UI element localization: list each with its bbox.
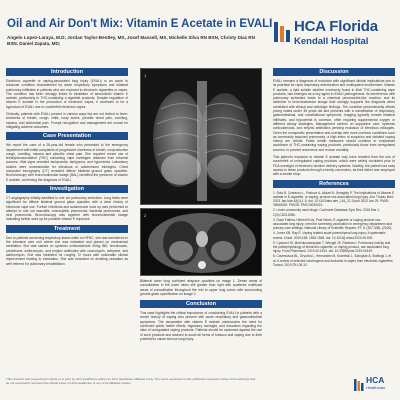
case-presentation-text: We report the case of a 28-year-old female who presented to the emergency department with initial complaints of progressive shortness of breath, nonproductive cough, vomiting, nausea and pleuritic chest pain. She reported recent use of tetrahydrocannabinol (THC) containing vape cartridges obtained from informal sources. Vital signs revealed tachycardia, tachypnea, and hypoxemia. Laboratory studies were unremarkable for infectious or autoimmune etiologies. Chest computed tomography (CT) revealed diffuse bilateral ground glass opacities. Bronchoscopy with bronchoalveolar lavage (BAL) identified the presence of vitamin E acetate, confirming the diagnosis of EVALI. [6, 143, 128, 182]
reference-item: 1. Soto B, Costanzo L, Puskoor A, Akkari N, Geraghty P. The implications of Vitamin E acetate in E-cigarette, or vaping, product use-associated lung injury. Ann Thorac Med. 2023 Jan-Mar;18(1):1-9. doi: 10.4103/atm.atm_144_22. Epub 2023 Jan 25. PMID: 36968330; PMCID: PMC10034021. [273, 190, 395, 208]
chest-ct-graphic [141, 209, 262, 276]
introduction-text: Electronic cigarette or vaping-associated lung injury (EVALI) is an acute to subacute condition characterized by acute respiratory symptoms and bilateral pulmonary infiltrates in patients who are exposed to electronic cigarettes or vapes. The condition has been strongly linked to inhalation of aerosolized vitamin E acetate, particularly in THC-containing e-cigarette products. Despite regulation of vitamin E acetate in the production of electronic vapes, it continues to be a byproduct of EVALI due to counterfeit electronic vapes. [6, 79, 128, 109]
footer-disclaimer: This research was supported (in whole or in part) by HCA Healthcare and/or an HCA Healthcare affiliated entity. The views expressed in this publication represent those of the author(s) and do not necessarily represent the official views of HCA Healthcare or any of its affiliated entities. [6, 377, 256, 385]
hca-florida-logo [272, 18, 390, 52]
discussion-heading: Discussion [273, 68, 395, 76]
logo-name: HCA Florida [294, 18, 378, 35]
poster-authors: Angelo Lopez-Laraya, M.D; Jordan Taylor-Bentley, MS, Josef Massell, MS, Michelle Silva RN BSN, Christy Diaz RN BSN, Daniel Zapata, MD; [7, 35, 255, 46]
conclusion-heading: Conclusion [140, 300, 262, 308]
hca-logo-mark-icon [272, 20, 292, 44]
chest-xray-image [140, 68, 262, 205]
hca-healthcare-logo [354, 375, 394, 395]
conclusion-text: This case highlights the critical importance of considering EVALI in patients with a recent history of vaping who present with acute respiratory and gastrointestinal symptoms. The association with vitamin E acetate underscores the need for continued public health efforts, regulatory oversight, and education regarding the risks of unregulated vaping products. Patients should be cautioned against the use of such products and advised to avoid all forms of tobacco and vaping due to their potential to cause serious lung injury. [140, 311, 262, 341]
chest-xray-graphic [141, 69, 262, 205]
right-column [273, 68, 395, 268]
references-heading: References [273, 180, 395, 188]
chest-ct-image [140, 208, 262, 276]
hca-footer-mark-icon [354, 377, 364, 391]
reference-item: 4. Jones KB, Ray E. Vaping related acute parenchymal lung injury: A systematic review. Chest. 2020;158: 1555-1565. doi: 10.1016/j.chest.2020.05.592. [273, 231, 386, 240]
reference-item: 3. Dave Fatima, Hibbert Eros, Post Harris. E-cigarette or vaping product use-associated lung injury: need for screening vaccination in emergency department and primary care settings. National Library of Scientific Reports, FF. 8. (307-308). (2020). [273, 217, 393, 231]
imaging-caption: Bilateral lower lung confluent airspace opacities on image 1. Dense areas of consolidation in the lower lobes still greater than right with scattered multifocal areas of consolidation throughout the mid to upper lung zones with surrounding ground-glass opacification on image 2. [140, 279, 262, 296]
reference-item: 6. Caversosca BL, Gryczka L, Hernandez M, Kozrelski L, Sabopiak A, Stallings J, et al. A review of selected carcinogens and toxicants in vapes from electronic cigarettes. Toxicol. 2019;79:105-10. [273, 254, 394, 267]
footer-logo-subtitle: Healthcare [366, 385, 386, 390]
svg-text:2: 2 [144, 213, 147, 218]
footer-logo-name: HCA [366, 375, 385, 385]
poster-title: Oil and Air Don't Mix: Vitamin E Acetate in EVALI [7, 18, 273, 30]
references-list [273, 191, 395, 267]
discussion-text-2: This patient's exposure to vitamin E acetate may have resulted from the use of counterfeit or unregulated vaping products, which were widely circulated prior to FDA oversight of electronic nicotine delivery systems. Notably, the patient had easy access to these products through a family connection, as their father was employed with a smoke shop. [273, 155, 395, 177]
investigation-text: CT angiography initially admitted to rule out pulmonary embolism. Lung fields were significant for diffuse bilateral ground glass opacities with a clear history of electronic vape use. Further infectious and autoimmune work up was performed to attempt to rule out vasculitis, eosinophilic pneumonia, bacterial pneumonia, and viral pneumonia. Bronchoscopy was together with bronchoalveolar lavage indicating further work up for possible vitamin E exposure. [6, 195, 128, 222]
middle-column [140, 68, 262, 344]
poster-header [4, 18, 396, 66]
introduction-text-2: Clinically, patients with EVALI present in various ways but are not limited to fever, shortness of breath, cough, chills, body aches, pleuritic chest pain, vomiting, nausea, and abdominal pain. Prompt recognition and management are crucial for mitigating adverse outcomes. [6, 112, 128, 129]
case-presentation-heading: Case Presentation [6, 132, 128, 140]
treatment-heading: Treatment [6, 225, 128, 233]
investigation-heading: Investigation [6, 185, 128, 193]
left-column [6, 68, 128, 269]
reference-item: 2. Lewis community used drugs. Cochrane Database Syst Rev. 2016 Mar 1. 2(3):CD012085. [273, 208, 380, 217]
discussion-text: EVALI remains a diagnosis of exclusion with significant clinical implications due to its potential for rapid respiratory deterioration and multisystem involvement. Vitamin E acetate, a lipid soluble additive commonly found in illicit THC-containing vape products, has emerged as a key agent in EVALI pathogenesis. Its interference with pulmonary surfactant leads to a chemical pneumonitis-like reaction, and its detection in bronchoalveolar lavage fluid strongly supports the diagnosis when correlated with clinical and radiologic findings. The condition predominantly affects young males under 35 years old and presents with a constellation of respiratory, gastrointestinal, and constitutional symptoms. Imaging typically reveals bilateral infiltrates, and hypoxemia is common, often requiring supplemental oxygen or different airway strategies. Management centers on supportive care, systemic corticosteroids, and empiric antibiotics pending exclusion of infectious etiologies. Given the nonspecific presentation and overlap with more common conditions such as community acquired pneumonia, a high index of suspicion and detailed vaping history are critical. Public health measures should continue to emphasize avoidance of THC-containing vaping products, particularly those from unregulated sources, to prevent recurrence and reduce mortality. [273, 79, 395, 152]
svg-text:1: 1 [144, 73, 147, 78]
logo-subtitle: Kendall Hospital [294, 36, 369, 47]
reference-item: 5. Cyanan HS, Muthukumarappan T, Wengel JS, Rahman I. Pulmonary toxicity and the pathophysiology of electronic cigarette, or vaping product, use associated lung injury. Front Pharmacol. 2019;10:1619. doi: 10.3389/fphar.2019.01619. [273, 240, 391, 254]
treatment-text: Due to patients worsening respiratory status while on HFNC, she was transferred to the intensive care unit where she was intubated and placed on mechanical ventilation. She was started on systemic corticosteroids 40mg IBD, levofloxacin, prednisone, azithromycin, and empiric antibiotics with vancomycin, cefepime, and azithromycin. She was intubated for roughly 72 hours with noticeable clinical improvement leading to extubation. She was educated on avoiding cessation as well referred for pulmonary rehabilitation. [6, 235, 128, 266]
introduction-heading: Introduction [6, 68, 128, 76]
